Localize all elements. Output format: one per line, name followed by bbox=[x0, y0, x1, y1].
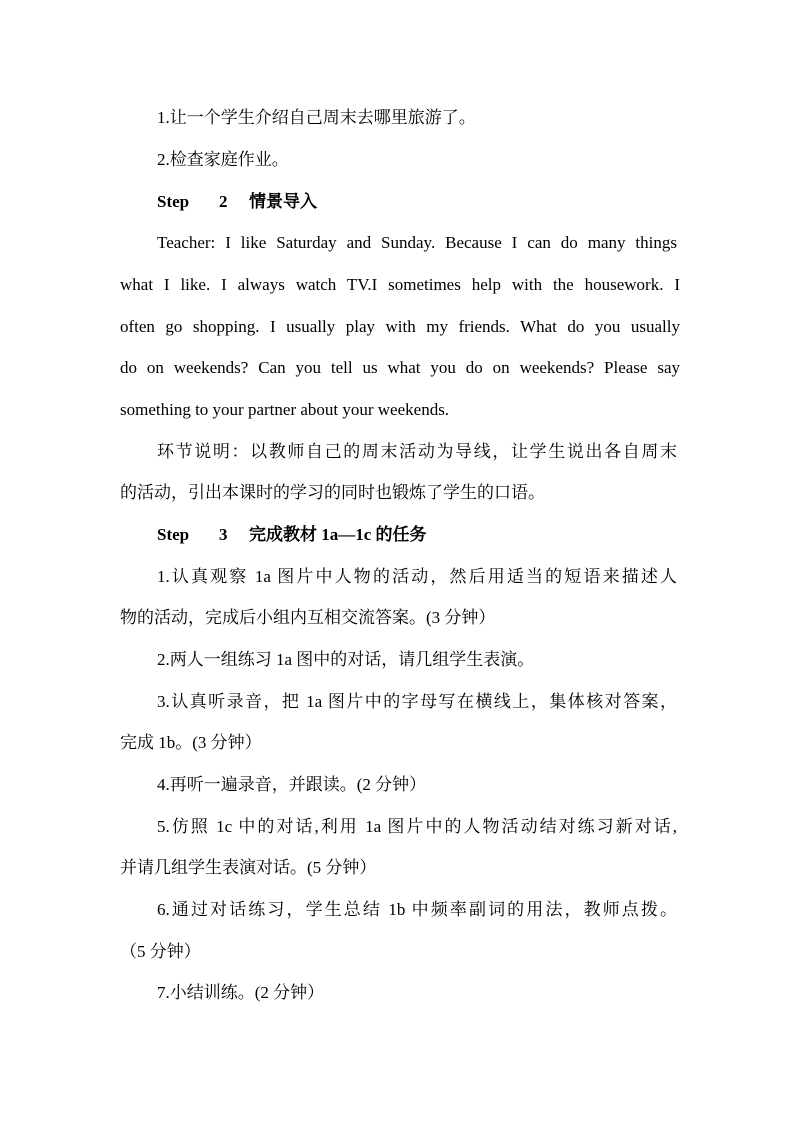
teacher-line-4: do on weekends? Can you tell us what you do on weekends? Please say bbox=[120, 358, 680, 377]
teacher-line-3: often go shopping. I usually play with my friends. What do you usually bbox=[120, 317, 680, 336]
task-1-line-2: 物的活动，完成后小组内互相交流答案。(3 分钟）𦿚 bbox=[120, 608, 509, 627]
step2-title: 情景导入𦿚 bbox=[249, 192, 331, 211]
task-5-line-2: 并请几组学生表演对话。(5 分钟）𦿚 bbox=[120, 858, 390, 877]
step3-title: 完成教材 1a—1c 的任务𦿚 bbox=[249, 525, 440, 544]
teacher-line-1: Teacher: I like Saturday and Sunday. Because I can do many things bbox=[157, 233, 677, 252]
step3-heading bbox=[157, 525, 677, 545]
note-line-1: 环节说明：以教师自己的周末活动为导线，让学生说出各自周末 bbox=[157, 442, 677, 461]
step3-number: 3 bbox=[219, 525, 228, 544]
task-1-line-1: 1.认真观察 1a 图片中人物的活动，然后用适当的短语来描述人 bbox=[157, 567, 677, 586]
step3-label: Step bbox=[157, 525, 190, 544]
teacher-line-5: something to your partner about your weekends.𦿚 bbox=[120, 400, 463, 419]
warmup-item-2: 2.检查家庭作业。𦿚 bbox=[157, 150, 302, 169]
teacher-line-2: what I like. I always watch TV.I sometimes help with the housework. I bbox=[120, 275, 680, 294]
task-5-line-1: 5.仿照 1c 中的对话,利用 1a 图片中的人物活动结对练习新对话, bbox=[157, 817, 677, 836]
task-3-line-2: 完成 1b。(3 分钟）𦿚 bbox=[120, 733, 275, 752]
task-6-line-2: （5 分钟）𦿚 bbox=[120, 942, 214, 961]
note-line-2: 的活动，引出本课时的学习的同时也锻炼了学生的口语。𦿚 bbox=[120, 483, 559, 502]
step2-heading bbox=[157, 192, 677, 212]
task-7: 7.小结训练。(2 分钟）𦻏 bbox=[157, 983, 338, 1002]
step2-label: Step bbox=[157, 192, 190, 211]
task-4: 4.再听一遍录音，并跟读。(2 分钟）𦿚 bbox=[157, 775, 440, 794]
step2-number: 2 bbox=[219, 192, 228, 211]
task-6-line-1: 6.通过对话练习，学生总结 1b 中频率副词的用法，教师点拨。 bbox=[157, 900, 677, 919]
warmup-item-1: 1.让一个学生介绍自己周末去哪里旅游了。𦿚 bbox=[157, 108, 489, 127]
task-2: 2.两人一组练习 1a 图中的对话，请几组学生表演。𦿚 bbox=[157, 650, 548, 669]
task-3-line-1: 3.认真听录音，把 1a 图片中的字母写在横线上，集体核对答案， bbox=[157, 692, 677, 711]
